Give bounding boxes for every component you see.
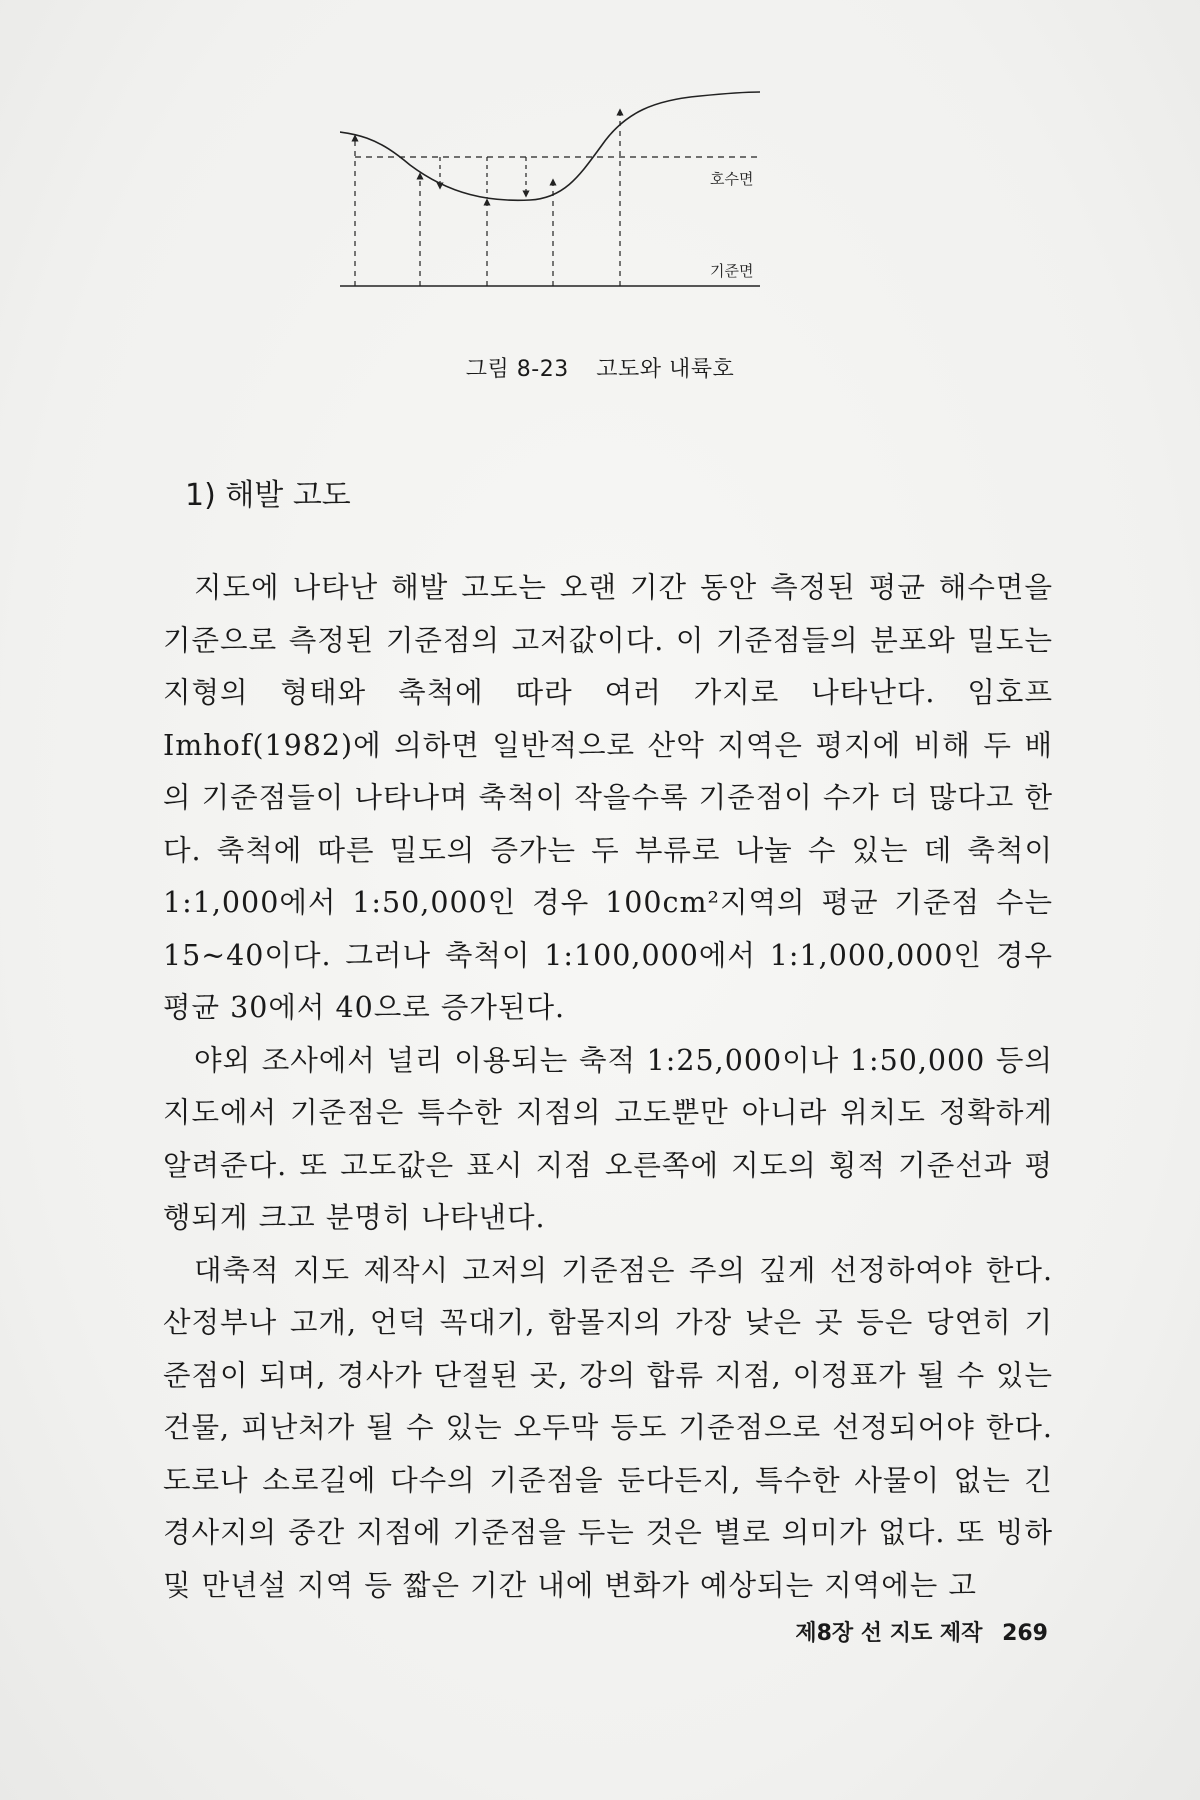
paragraph-2: 야외 조사에서 널리 이용되는 축적 1:25,000이나 1:50,000 등의 지도에서 기준점은 특수한 지점의 고도뿐만 아니라 위치도 정확하게 알려준다. 또 고도값은 표시 지점 오른쪽에 지도의 횡적 기준선과 평행되게 크고 분명히 나타낸다. <box>163 1043 1053 1234</box>
section-heading: 1) 해발 고도 <box>185 478 351 513</box>
paragraph-1: 지도에 나타난 해발 고도는 오랜 기간 동안 측정된 평균 해수면을 기준으로 측정된 기준점의 고저값이다. 이 기준점들의 분포와 밀도는 지형의 형태와 축척에 따라 여러 가지로 나타난다. 임호프 Imhof(1982)에 의하면 일반적으로 산악 지역은 평지에 비해 두 배의 기준점들이 나타나며 축척이 작을수록 기준점이 수가 더 많다고 한다. 축척에 따른 밀도의 증가는 두 부류로 나눌 수 있는 데 축척이 1:1,000에서 1:50,000인 경우 100cm²지역의 평균 기준점 수는 15~40이다. 그러나 축척이 1:100,000에서 1:1,000,000인 경우 평균 30에서 40으로 증가된다. <box>163 571 1053 1024</box>
terrain-profile-line <box>340 92 760 200</box>
lake-surface-label: 호수면 <box>710 170 754 188</box>
chapter-title: 제8장 선 지도 제작 <box>795 1621 983 1646</box>
caption-number: 그림 8-23 <box>465 357 569 382</box>
figure-caption <box>0 352 1200 383</box>
elevation-diagram <box>340 90 880 350</box>
caption-title: 고도와 내륙호 <box>596 357 735 382</box>
body-text <box>163 562 1053 1612</box>
datum-label: 기준면 <box>710 262 754 280</box>
page-number: 269 <box>1002 1621 1048 1646</box>
elevation-lake-figure <box>340 90 880 350</box>
paragraph-3: 대축적 지도 제작시 고저의 기준점은 주의 깊게 선정하여야 한다. 산정부나 고개, 언덕 꼭대기, 함몰지의 가장 낮은 곳 등은 당연히 기준점이 되며, 경사가 단절된 곳, 강의 합류 지점, 이정표가 될 수 있는 건물, 피난처가 될 수 있는 오두막 등도 기준점으로 선정되어야 한다. 도로나 소로길에 다수의 기준점을 둔다든지, 특수한 사물이 없는 긴 경사지의 중간 지점에 기준점을 두는 것은 별로 의미가 없다. 또 빙하 및 만년설 지역 등 짧은 기간 내에 변화가 예상되는 지역에는 고 <box>163 1253 1053 1602</box>
page-footer <box>783 1616 1048 1647</box>
